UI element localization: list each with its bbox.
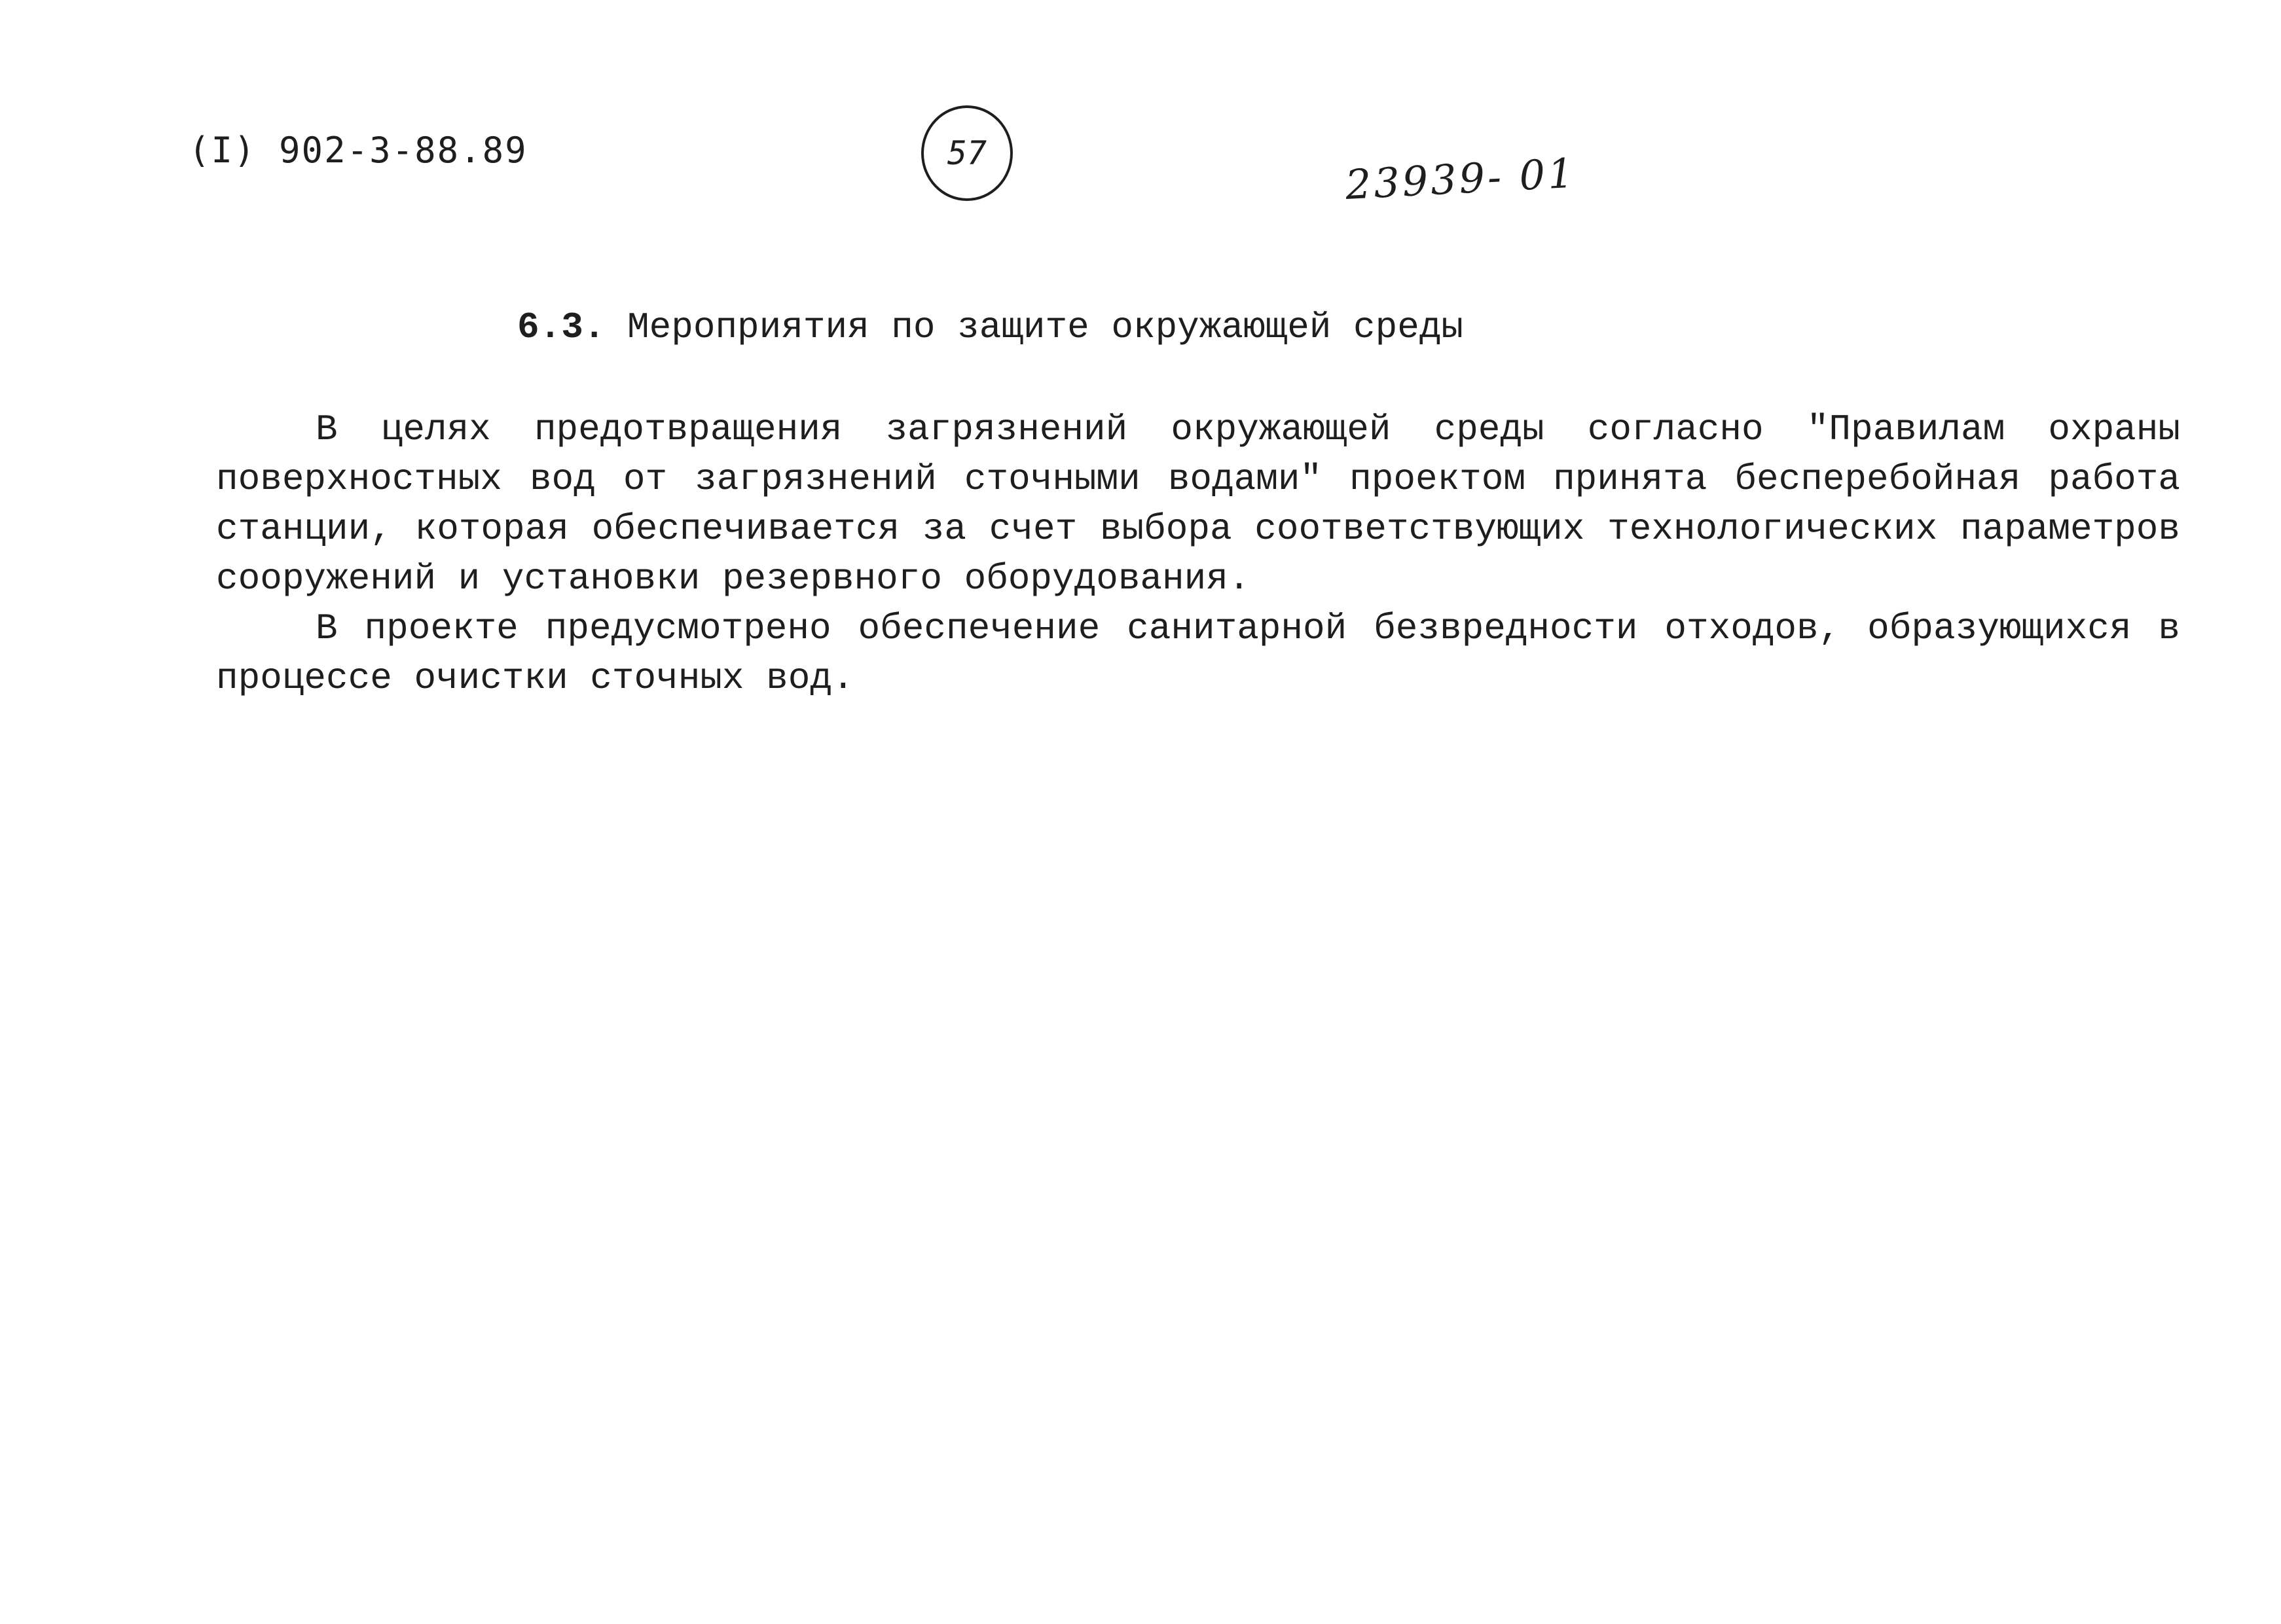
page-number: 57 (947, 134, 987, 172)
section-body (216, 405, 2180, 703)
section-number: 6.3. (517, 306, 606, 348)
document-code: (I) 902-3-88.89 (189, 130, 528, 171)
handwritten-inventory-number: 23939- 01 (1344, 149, 1578, 209)
paragraph-2: В проекте предусмотрено обеспечение санитарной безвредности отходов, образующихся в процессе очистки сточных вод. (216, 607, 2180, 699)
section-title: Мероприятия по защите окружающей среды (627, 306, 1464, 348)
paragraph-1: В целях предотвращения загрязнений окружающей среды согласно "Правилам охраны поверхностных вод от загрязнений сточными водами" проектом принята бесперебойная работа станции, которая обеспечивается за счет выбора соответствующих технологических параметров сооружений и установки резервного оборудования. (216, 408, 2180, 600)
page-number-circle (921, 105, 1013, 201)
section-heading (517, 306, 1463, 348)
